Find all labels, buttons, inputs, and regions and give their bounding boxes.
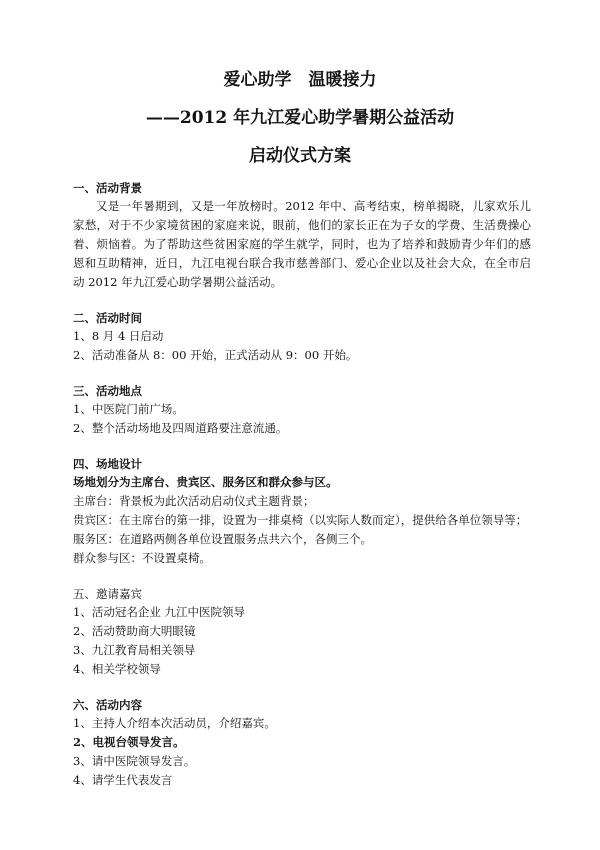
section-heading-background: 一、活动背景 — [73, 181, 142, 195]
section-heading-guests: 五、邀请嘉宾 — [73, 587, 142, 601]
guests-item-4: 4、相关学校领导 — [73, 662, 161, 676]
section-heading-time: 二、活动时间 — [73, 311, 142, 325]
time-item-2: 2、活动准备从 8：00 开始，正式活动从 9：00 开始。 — [73, 348, 358, 362]
guests-item-3: 3、九江教育局相关领导 — [73, 643, 196, 657]
section-heading-venue: 四、场地设计 — [73, 457, 142, 471]
background-paragraph: 又是一年暑期到，又是一年放榜时。2012 年中、高考结束，榜单揭晓，儿家欢乐儿家愁，对于不少家境贫困的家庭来说，眼前，他们的家长正在为子女的学费、生活费操心着、烦恼着。为了帮助这些贫困家庭的学生就学，同时，也为了培养和鼓励青少年们的感恩和互助精神，近日，九江电视台联合我市慈善部门、爱心企业以及社会大众，在全市启动 2012 年九江爱心助学暑期公益活动。 — [73, 199, 531, 289]
title-main: 爱心助学 温暖接力 — [223, 70, 377, 90]
title-subtitle: ——2012 年九江爱心助学暑期公益活动 — [145, 108, 455, 128]
guests-item-1: 1、活动冠名企业 九江中医院领导 — [73, 605, 245, 619]
guests-item-2: 2、活动赞助商大明眼镜 — [73, 624, 196, 638]
section-heading-content: 六、活动内容 — [73, 698, 142, 712]
title-plan: 启动仪式方案 — [249, 146, 351, 166]
venue-item-1: 主席台：背景板为此次活动启动仪式主题背景； — [73, 494, 315, 508]
venue-item-4: 群众参与区：不设置桌椅。 — [73, 551, 211, 565]
venue-item-2: 贵宾区：在主席台的第一排，设置为一排桌椅（以实际人数而定），提供给各单位领导等； — [73, 513, 528, 527]
document-body — [73, 180, 531, 790]
content-item-1: 1、主持人介绍本次活动员，介绍嘉宾。 — [73, 716, 276, 730]
location-item-2: 2、整个活动场地及四周道路要注意流通。 — [73, 421, 288, 435]
content-item-3: 3、请中医院领导发言。 — [73, 754, 196, 768]
content-item-2: 2、电视台领导发言。 — [73, 735, 185, 749]
time-item-1: 1、8 月 4 日启动 — [73, 329, 164, 343]
title-block — [0, 70, 600, 166]
content-item-4: 4、请学生代表发言 — [73, 773, 173, 787]
venue-item-3: 服务区：在道路两侧各单位设置服务点共六个，各侧三个。 — [73, 532, 372, 546]
location-item-1: 1、中医院门前广场。 — [73, 402, 184, 416]
venue-subheading: 场地划分为主席台、贵宾区、服务区和群众参与区。 — [73, 475, 338, 489]
section-heading-location: 三、活动地点 — [73, 384, 142, 398]
